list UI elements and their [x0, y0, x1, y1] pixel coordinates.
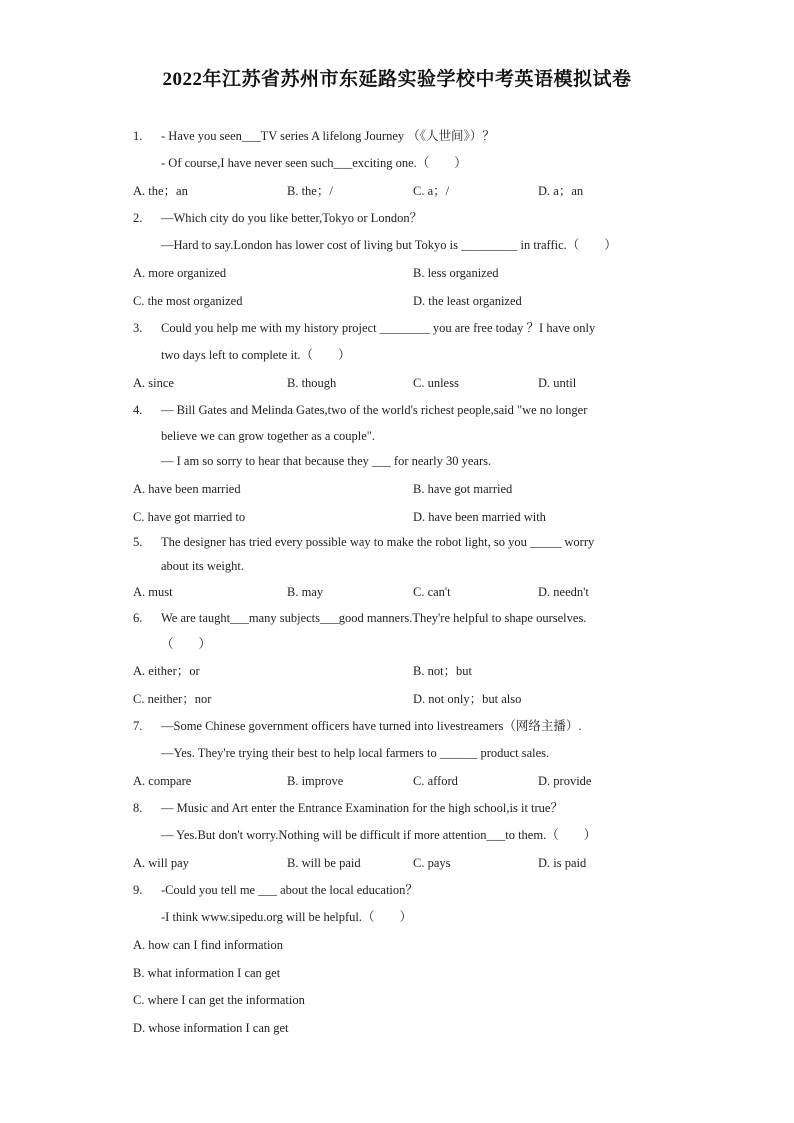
question-stem-line: two days left to complete it.（ ） [161, 348, 351, 362]
option-a[interactable]: A. the；an [133, 184, 188, 198]
option-b[interactable]: B. may [287, 585, 324, 599]
question-number: 6. [133, 611, 143, 625]
option-b[interactable]: B. will be paid [287, 856, 361, 870]
option-d[interactable]: D. provide [538, 774, 592, 788]
option-b[interactable]: B. have got married [413, 482, 513, 496]
question-number: 5. [133, 535, 143, 549]
option-d[interactable]: D. the least organized [413, 294, 522, 308]
option-c[interactable]: C. have got married to [133, 510, 246, 524]
option-c[interactable]: C. the most organized [133, 294, 243, 308]
question-number: 1. [133, 129, 143, 143]
option-b[interactable]: B. what information I can get [133, 966, 281, 980]
question-number: 3. [133, 321, 143, 335]
option-a[interactable]: A. will pay [133, 856, 189, 870]
question-number: 8. [133, 801, 143, 815]
option-c[interactable]: C. can't [413, 585, 451, 599]
question-stem-line: Could you help me with my history project ________ you are free today ？I have only [161, 321, 596, 335]
option-c[interactable]: C. pays [413, 856, 451, 870]
question-stem-line: -Could you tell me ___ about the local education？ [161, 883, 418, 897]
option-a[interactable]: A. more organized [133, 266, 227, 280]
question-stem-line: （ ） [161, 637, 212, 651]
question-number: 2. [133, 211, 143, 225]
option-d[interactable]: D. needn't [538, 585, 589, 599]
option-d[interactable]: D. is paid [538, 856, 587, 870]
question-stem-line: - Of course,I have never seen such___exciting one.（ ） [161, 156, 467, 170]
option-d[interactable]: D. have been married with [413, 510, 546, 524]
page-title: 2022年江苏省苏州市东延路实验学校中考英语模拟试卷 [162, 69, 632, 90]
question-stem-line: —Hard to say.London has lower cost of living but Tokyo is _________ in traffic.（ ） [161, 238, 617, 252]
option-b[interactable]: B. though [287, 376, 337, 390]
option-c[interactable]: C. a；/ [413, 184, 450, 198]
option-c[interactable]: C. afford [413, 774, 458, 788]
question-stem-line: about its weight. [161, 559, 244, 573]
option-a[interactable]: A. either；or [133, 664, 200, 678]
question-stem-line: — I am so sorry to hear that because they ___ for nearly 30 years. [161, 454, 492, 468]
question-stem-line: —Yes. They're trying their best to help local farmers to ______ product sales. [161, 746, 550, 760]
option-b[interactable]: B. the；/ [287, 184, 333, 198]
option-a[interactable]: A. must [133, 585, 173, 599]
option-d[interactable]: D. whose information I can get [133, 1021, 289, 1035]
option-b[interactable]: B. less organized [413, 266, 499, 280]
question-stem-line: — Music and Art enter the Entrance Examination for the high school,is it true？ [161, 801, 563, 815]
option-a[interactable]: A. since [133, 376, 174, 390]
question-stem-line: — Yes.But don't worry.Nothing will be difficult if more attention___to them.（ ） [161, 828, 597, 842]
question-stem-line: The designer has tried every possible way to make the robot light, so you _____ worry [161, 535, 595, 549]
option-c[interactable]: C. unless [413, 376, 459, 390]
option-a[interactable]: A. how can I find information [133, 938, 283, 952]
question-stem-line: believe we can grow together as a couple". [161, 429, 376, 443]
question-stem-line: We are taught___many subjects___good manners.They're helpful to shape ourselves. [161, 611, 587, 625]
option-d[interactable]: D. not only；but also [413, 692, 522, 706]
option-c[interactable]: C. neither；nor [133, 692, 212, 706]
option-b[interactable]: B. not；but [413, 664, 473, 678]
question-number: 7. [133, 719, 143, 733]
question-stem-line: —Which city do you like better,Tokyo or London？ [161, 211, 423, 225]
question-number: 4. [133, 403, 143, 417]
option-a[interactable]: A. have been married [133, 482, 241, 496]
question-stem-line: -I think www.sipedu.org will be helpful.（ ） [161, 910, 413, 924]
question-stem-line: - Have you seen___TV series A lifelong Journey （《人世间》）？ [161, 129, 495, 143]
option-a[interactable]: A. compare [133, 774, 192, 788]
option-d[interactable]: D. a；an [538, 184, 584, 198]
option-c[interactable]: C. where I can get the information [133, 993, 305, 1007]
option-d[interactable]: D. until [538, 376, 577, 390]
question-stem-line: —Some Chinese government officers have turned into livestreamers（网络主播）. [161, 719, 582, 733]
option-b[interactable]: B. improve [287, 774, 344, 788]
question-stem-line: — Bill Gates and Melinda Gates,two of the world's richest people,said "we no longer [161, 403, 588, 417]
question-number: 9. [133, 883, 143, 897]
